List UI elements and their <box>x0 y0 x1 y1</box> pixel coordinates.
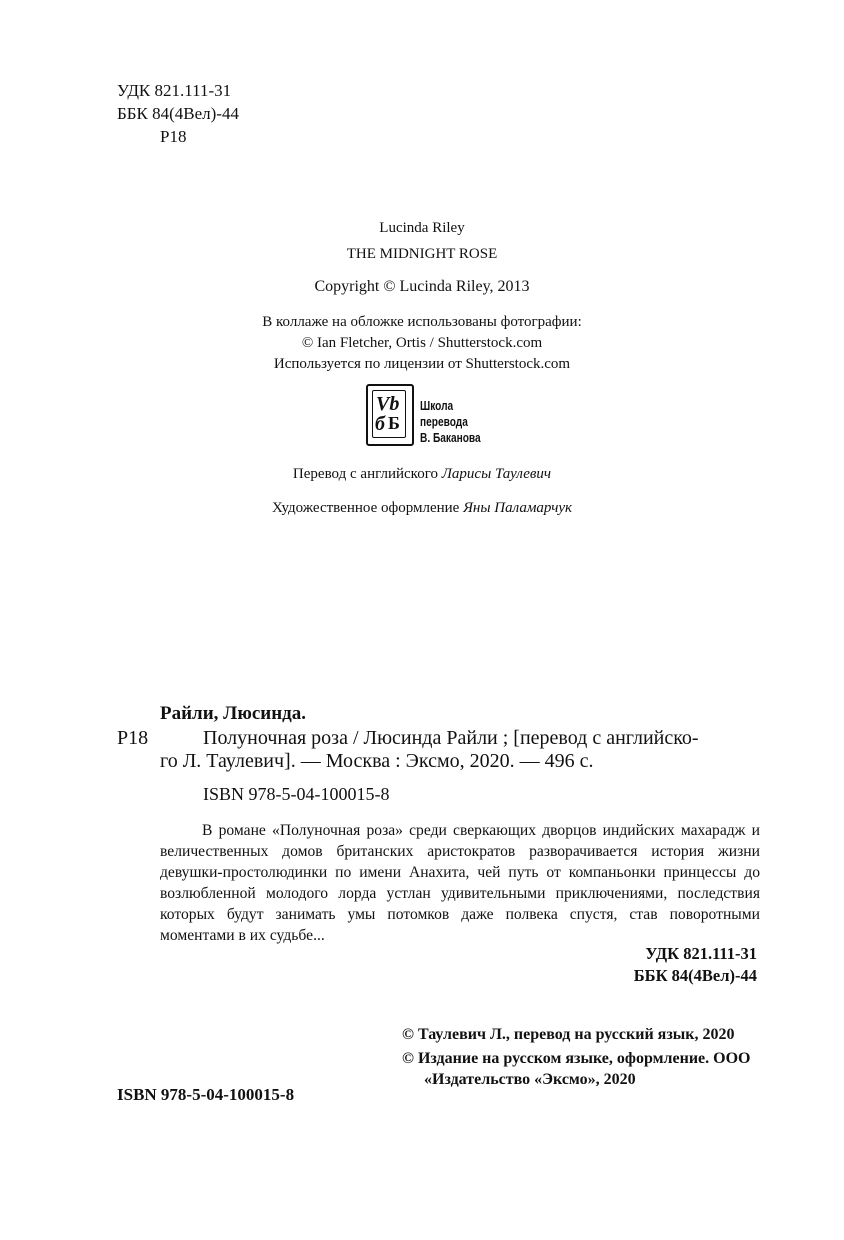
translation-copyright: © Таулевич Л., перевод на русский язык, 2020 <box>402 1026 735 1043</box>
logo-mark-top: Vb <box>376 393 400 415</box>
logo-mark-bottom: б <box>375 413 385 435</box>
original-title: THE MIDNIGHT ROSE <box>346 246 498 262</box>
annotation-text: В романе «Полуночная роза» среди сверкающих дворцов индийских махарадж и величественных домов британских аристократов разворачивается история жизни девушки-простолюдинки по имени Анахита, чей путь от компаньонки принцессы до возлюбленной молодого лорда устлан удивительными приключениями, последствия которых будут занимать умы потомков даже полвека спустя, став поворотными моментами в их судьбе... <box>160 822 760 944</box>
translation-credit <box>0 466 844 483</box>
designer-name: Яны Паламарчук <box>463 500 573 516</box>
design-label: Художественное оформление <box>271 500 460 516</box>
logo-text-line-2: В. Баканова <box>420 430 481 445</box>
design-credit <box>0 500 844 517</box>
copyright-block <box>402 1024 772 1090</box>
photo-credit-line-2: © Ian Fletcher, Ortis / Shutterstock.com <box>301 335 543 351</box>
udk-code: УДК 821.111-31 <box>645 944 757 963</box>
translator-name: Ларисы Таулевич <box>441 466 552 482</box>
bib-sign: Р18 <box>117 727 149 749</box>
logo-mark-letter: Б <box>388 413 400 433</box>
photo-credit-line-1: В коллаже на обложке использованы фотографии: <box>262 314 582 330</box>
translation-label: Перевод с английского <box>292 466 438 482</box>
udk-code-top: УДК 821.111-31 <box>117 81 232 100</box>
original-copyright: Copyright © Lucinda Riley, 2013 <box>314 278 530 295</box>
photo-credit-line-3: Используется по лицензии от Shutterstock.com <box>273 356 571 372</box>
logo-text <box>420 398 495 446</box>
isbn-bottom: ISBN 978-5-04-100015-8 <box>117 1085 295 1104</box>
logo-text-line-1: Школа перевода <box>420 398 468 429</box>
bib-isbn: ISBN 978-5-04-100015-8 <box>203 784 390 804</box>
bbk-code-top: ББК 84(4Вел)-44 <box>117 104 239 123</box>
translation-school-logo <box>366 384 516 446</box>
bib-heading: Райли, Люсинда. <box>160 703 307 724</box>
bbk-code: ББК 84(4Вел)-44 <box>633 966 757 985</box>
logo-mark-frame <box>366 384 414 446</box>
bib-line-1: Полуночная роза / Люсинда Райли ; [перевод с английско- <box>203 727 699 749</box>
original-author: Lucinda Riley <box>379 220 465 236</box>
bib-line-2: го Л. Таулевич]. — Москва : Эксмо, 2020. — 496 с. <box>160 750 594 772</box>
edition-copyright: © Издание на русском языке, оформление. ООО «Издательство «Эксмо», 2020 <box>402 1050 751 1088</box>
author-sign-top: Р18 <box>160 127 187 146</box>
logo-mark-icon <box>372 390 406 438</box>
annotation <box>160 820 760 946</box>
